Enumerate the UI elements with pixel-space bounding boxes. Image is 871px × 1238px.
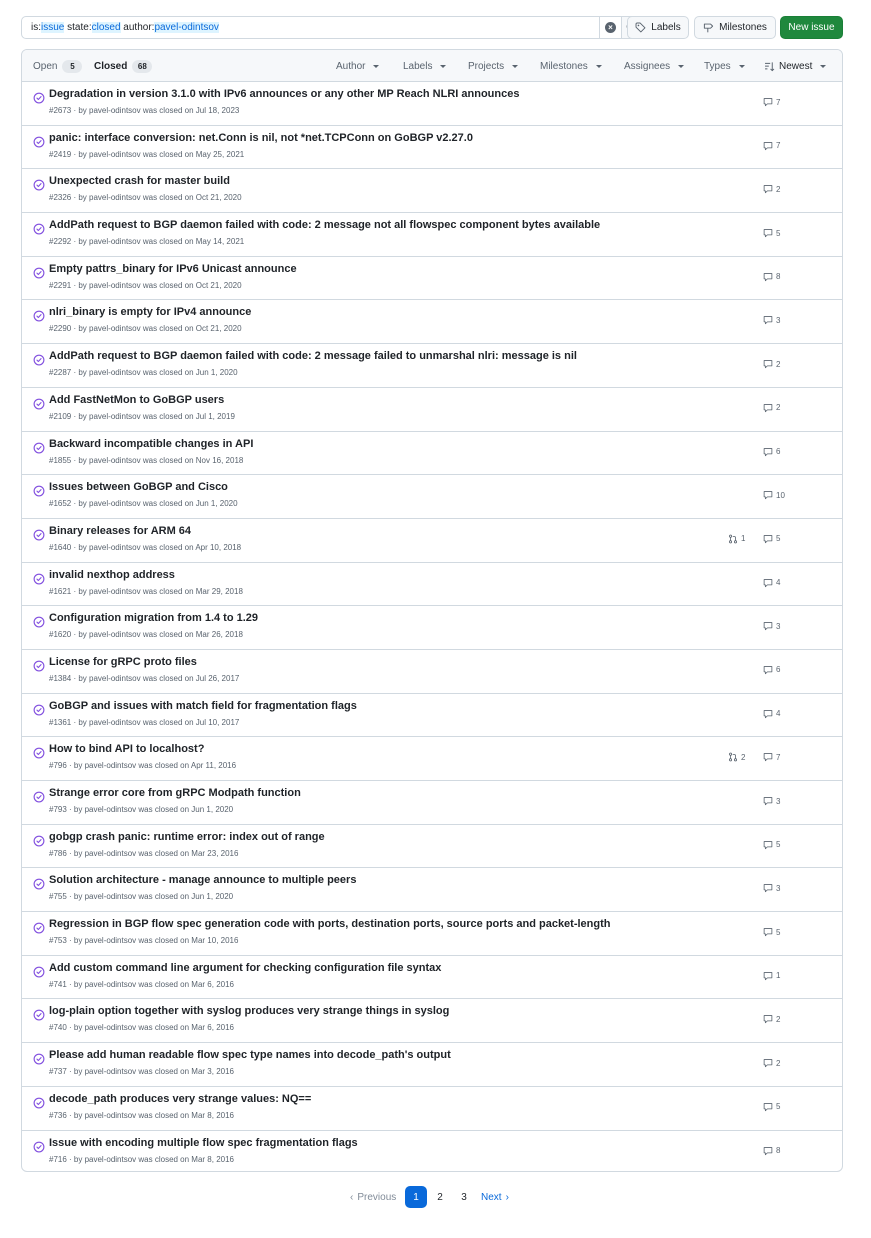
issue-closed-icon	[33, 223, 45, 235]
issue-title-link[interactable]: Backward incompatible changes in API	[49, 437, 254, 450]
issue-closed-icon	[33, 616, 45, 628]
comment-icon	[763, 315, 773, 325]
issue-meta: #1640 · by pavel-odintsov was closed on Apr 10, 2018	[49, 542, 242, 552]
caret-down-icon	[739, 65, 745, 68]
comments-count: 3	[776, 621, 781, 631]
issues-list	[21, 49, 843, 1172]
comments-count: 6	[776, 665, 781, 675]
issue-meta: #2673 · by pavel-odintsov was closed on Jul 18, 2023	[49, 106, 240, 115]
issue-meta: #796 · by pavel-odintsov was closed on Apr 11, 2016	[49, 761, 237, 771]
issue-title-link[interactable]: Solution architecture - manage announce to multiple peers	[49, 874, 357, 887]
search-qualifier-value: closed	[91, 22, 121, 33]
issue-row[interactable]	[22, 1087, 842, 1131]
comments-count: 8	[776, 1146, 781, 1155]
issue-meta: #716 · by pavel-odintsov was closed on Mar 8, 2016	[49, 1154, 234, 1164]
filter-assignees[interactable]	[624, 50, 684, 82]
issue-meta: #2326 · by pavel-odintsov was closed on Oct 21, 2020	[49, 193, 242, 203]
comments-link[interactable]	[763, 1058, 780, 1068]
issue-closed-icon	[33, 92, 45, 104]
linked-prs-count: 2	[741, 752, 746, 762]
comments-count: 7	[776, 97, 781, 107]
comment-icon	[763, 534, 773, 544]
issue-meta: #753 · by pavel-odintsov was closed on Mar 10, 2016	[49, 936, 239, 946]
issue-closed-icon	[33, 1141, 45, 1153]
comments-link[interactable]	[763, 621, 780, 631]
previous-page-button[interactable]	[350, 1186, 396, 1208]
issue-title-link[interactable]: Issue with encoding multiple flow spec fragmentation flags	[49, 1136, 358, 1149]
filter-labels-label: Labels	[403, 60, 433, 72]
comments-count: 10	[776, 490, 785, 500]
linked-prs[interactable]	[728, 534, 745, 544]
comments-count: 2	[776, 1014, 781, 1024]
comment-icon	[763, 1146, 773, 1156]
caret-down-icon	[512, 65, 518, 68]
issue-title-link[interactable]: log-plain option together with syslog produces very strange things in syslog	[49, 1005, 450, 1018]
comment-icon	[763, 141, 773, 151]
comments-link[interactable]	[763, 1102, 780, 1112]
comments-link[interactable]	[763, 1014, 780, 1024]
issue-title-link[interactable]: Empty pattrs_binary for IPv6 Unicast announce	[49, 262, 297, 275]
comments-link[interactable]	[763, 359, 780, 369]
comment-icon	[763, 359, 773, 369]
comments-count: 4	[776, 578, 781, 588]
issue-closed-icon	[33, 922, 45, 934]
issue-closed-icon	[33, 966, 45, 978]
comments-link[interactable]	[763, 97, 780, 107]
top-bar	[21, 16, 843, 39]
issue-row[interactable]	[22, 956, 842, 1000]
issues-rows	[22, 82, 842, 1172]
comments-count: 5	[776, 1102, 781, 1112]
issue-row[interactable]	[22, 563, 842, 607]
issue-row[interactable]	[22, 737, 842, 781]
issue-row[interactable]	[22, 213, 842, 257]
page-2-button[interactable]: 2	[437, 1191, 443, 1203]
issue-title-link[interactable]: invalid nexthop address	[49, 568, 175, 581]
issue-closed-icon	[33, 791, 45, 803]
issue-meta: #2292 · by pavel-odintsov was closed on May 14, 2021	[49, 237, 245, 247]
filter-types[interactable]	[704, 50, 745, 82]
issues-list-header	[22, 50, 842, 82]
issue-title-link[interactable]: How to bind API to localhost?	[49, 743, 205, 756]
comments-link[interactable]	[763, 578, 780, 588]
issue-title-link[interactable]: AddPath request to BGP daemon failed with code: 2 message failed to unmarshal nlri: message is nil	[49, 350, 577, 363]
issue-meta: #786 · by pavel-odintsov was closed on Mar 23, 2016	[49, 848, 239, 858]
issue-closed-icon	[33, 1053, 45, 1065]
tab-open[interactable]	[33, 50, 82, 82]
comments-link[interactable]	[763, 752, 780, 762]
issue-meta: #2287 · by pavel-odintsov was closed on Jun 1, 2020	[49, 368, 238, 378]
new-issue-button[interactable]: New issue	[780, 16, 843, 39]
comments-link[interactable]	[763, 315, 780, 325]
issue-meta: #2290 · by pavel-odintsov was closed on Oct 21, 2020	[49, 324, 242, 334]
issue-title-link[interactable]: Configuration migration from 1.4 to 1.29	[49, 612, 259, 625]
comments-link[interactable]	[763, 883, 780, 893]
issue-meta: #1621 · by pavel-odintsov was closed on Mar 29, 2018	[49, 586, 243, 596]
caret-down-icon	[596, 65, 602, 68]
filter-labels[interactable]	[403, 50, 446, 82]
issue-closed-icon	[33, 878, 45, 890]
linked-prs-count: 1	[741, 534, 746, 544]
issue-row[interactable]	[22, 344, 842, 388]
issue-row[interactable]	[22, 694, 842, 738]
issue-meta: #755 · by pavel-odintsov was closed on Jun 1, 2020	[49, 892, 234, 902]
issue-closed-icon	[33, 136, 45, 148]
comment-icon	[763, 272, 773, 282]
comments-link[interactable]	[763, 971, 780, 981]
comments-count: 2	[776, 403, 781, 413]
issue-closed-icon	[33, 267, 45, 279]
issue-title-link[interactable]: AddPath request to BGP daemon failed with code: 2 message not all flowspec component bytes available	[49, 219, 601, 232]
issue-title-link[interactable]: Add FastNetMon to GoBGP users	[49, 393, 225, 406]
issue-closed-icon	[33, 660, 45, 672]
comments-link[interactable]	[763, 665, 780, 675]
comment-icon	[763, 1102, 773, 1112]
comments-count: 2	[776, 359, 781, 369]
issue-title-link[interactable]: Unexpected crash for master build	[49, 175, 230, 188]
comments-count: 5	[776, 840, 781, 850]
comments-count: 5	[776, 228, 781, 238]
issue-meta: #793 · by pavel-odintsov was closed on Jun 1, 2020	[49, 805, 234, 814]
issue-title-link[interactable]: Issues between GoBGP and Cisco	[49, 481, 228, 494]
issue-closed-icon	[33, 310, 45, 322]
issue-meta: #1855 · by pavel-odintsov was closed on Nov 16, 2018	[49, 455, 244, 465]
issue-row[interactable]	[22, 825, 842, 869]
comment-icon	[763, 971, 773, 981]
sort-dropdown[interactable]	[764, 50, 826, 82]
sort-icon	[764, 61, 775, 72]
issue-row[interactable]	[22, 912, 842, 956]
closed-count-badge: 68	[132, 60, 152, 73]
next-page-label: Next	[481, 1191, 502, 1203]
comments-link[interactable]	[763, 709, 780, 719]
issue-row[interactable]	[22, 519, 842, 563]
issue-row[interactable]	[22, 1043, 842, 1087]
filter-assignees-label: Assignees	[624, 60, 671, 72]
issue-row[interactable]	[22, 82, 842, 126]
comment-icon	[763, 752, 773, 762]
milestone-icon	[703, 22, 714, 33]
issue-row[interactable]	[22, 257, 842, 301]
issue-closed-icon	[33, 704, 45, 716]
comments-link[interactable]	[763, 272, 780, 282]
close-icon: ×	[605, 22, 616, 33]
milestones-button-label: Milestones	[719, 22, 767, 33]
issue-title-link[interactable]: Binary releases for ARM 64	[49, 524, 192, 537]
issue-meta: #1361 · by pavel-odintsov was closed on Jul 10, 2017	[49, 717, 240, 727]
comment-icon	[763, 665, 773, 675]
issue-meta: #2419 · by pavel-odintsov was closed on May 25, 2021	[49, 149, 245, 159]
previous-page-label: Previous	[357, 1191, 397, 1203]
caret-down-icon	[678, 65, 684, 68]
comment-icon	[763, 447, 773, 457]
tab-open-label: Open	[33, 60, 58, 72]
comments-count: 6	[776, 447, 781, 456]
linked-prs[interactable]	[728, 752, 745, 762]
comments-count: 7	[776, 752, 781, 762]
issue-row[interactable]	[22, 126, 842, 170]
comment-icon	[763, 184, 773, 194]
milestones-button[interactable]	[694, 16, 776, 39]
comments-link[interactable]	[763, 927, 780, 937]
issue-row[interactable]	[22, 650, 842, 694]
comments-link[interactable]	[763, 228, 780, 238]
issue-closed-icon	[33, 835, 45, 847]
issue-row[interactable]	[22, 999, 842, 1043]
issue-row[interactable]	[22, 606, 842, 650]
comment-icon	[763, 883, 773, 893]
comments-link[interactable]	[763, 796, 780, 806]
filter-types-label: Types	[704, 60, 731, 72]
issue-meta: #2291 · by pavel-odintsov was closed on Oct 21, 2020	[49, 280, 242, 290]
comments-count: 3	[776, 315, 781, 325]
comment-icon	[763, 578, 773, 588]
issue-row[interactable]	[22, 475, 842, 519]
comments-link[interactable]	[763, 184, 780, 194]
issue-closed-icon	[33, 354, 45, 366]
filter-projects-label: Projects	[468, 60, 505, 72]
comment-icon	[763, 490, 773, 500]
issue-closed-icon	[33, 1009, 45, 1021]
comments-count: 5	[776, 927, 781, 937]
comments-link[interactable]	[763, 447, 780, 457]
tab-closed-label: Closed	[94, 60, 128, 72]
comments-count: 4	[776, 709, 781, 719]
labels-button-label: Labels	[651, 22, 681, 33]
issue-closed-icon	[33, 398, 45, 410]
issue-row[interactable]	[22, 388, 842, 432]
caret-down-icon	[373, 65, 379, 68]
chevron-right-icon: ›	[505, 1191, 509, 1203]
issue-title-link[interactable]: nlri_binary is empty for IPv4 announce	[49, 306, 252, 319]
comments-link[interactable]	[763, 403, 780, 413]
issue-closed-icon	[33, 179, 45, 191]
comment-icon	[763, 840, 773, 850]
pull-request-icon	[728, 752, 738, 762]
comment-icon	[763, 796, 773, 806]
issue-title-link[interactable]: GoBGP and issues with match field for fragmentation flags	[49, 699, 357, 712]
page-3-button[interactable]: 3	[461, 1191, 467, 1203]
issue-closed-icon	[33, 1097, 45, 1109]
next-page-button[interactable]	[481, 1186, 509, 1208]
filter-projects[interactable]	[468, 50, 518, 82]
issue-title-link[interactable]: decode_path produces very strange values: NQ==	[49, 1092, 312, 1105]
search-qualifier-value: pavel-odintsov	[154, 22, 219, 33]
issue-row[interactable]	[22, 781, 842, 825]
issue-meta: #737 · by pavel-odintsov was closed on Mar 3, 2016	[49, 1067, 234, 1077]
issue-title-link[interactable]: Regression in BGP flow spec generation code with ports, destination ports, source ports and packet-length	[49, 918, 611, 931]
comments-count: 1	[776, 971, 781, 981]
search-qualifier-key: is:	[31, 22, 41, 33]
tag-icon	[635, 22, 646, 33]
filter-author[interactable]	[336, 50, 379, 82]
issue-title-link[interactable]: gobgp crash panic: runtime error: index out of range	[49, 830, 325, 843]
issue-title-link[interactable]: Degradation in version 3.1.0 with IPv6 announces or any other MP Reach NLRI announces	[49, 88, 520, 100]
comments-count: 5	[776, 534, 781, 544]
chevron-left-icon: ‹	[350, 1191, 354, 1203]
comment-icon	[763, 709, 773, 719]
issue-closed-icon	[33, 529, 45, 541]
comment-icon	[763, 1058, 773, 1068]
comment-icon	[763, 621, 773, 631]
issue-meta: #2109 · by pavel-odintsov was closed on Jul 1, 2019	[49, 411, 235, 421]
issue-row[interactable]	[22, 300, 842, 344]
issue-closed-icon	[33, 573, 45, 585]
comments-link[interactable]	[763, 534, 780, 544]
page-1-button[interactable]: 1	[405, 1186, 427, 1208]
issue-row[interactable]	[22, 868, 842, 912]
comments-count: 2	[776, 184, 781, 194]
issue-row[interactable]	[22, 432, 842, 476]
pull-request-icon	[728, 534, 738, 544]
comments-count: 2	[776, 1058, 781, 1068]
comment-icon	[763, 1014, 773, 1024]
comments-count: 7	[776, 141, 781, 151]
search-qualifier-value: issue	[41, 22, 65, 33]
issue-title-link[interactable]: Add custom command line argument for checking configuration file syntax	[49, 961, 442, 974]
tab-closed[interactable]	[94, 50, 152, 82]
issue-closed-icon	[33, 747, 45, 759]
clear-search-button[interactable]	[600, 16, 621, 39]
issue-title-link[interactable]: Please add human readable flow spec type names into decode_path's output	[49, 1049, 451, 1062]
comment-icon	[763, 228, 773, 238]
comment-icon	[763, 927, 773, 937]
filter-milestones-label: Milestones	[540, 60, 588, 72]
search-qualifier-key: author:	[120, 22, 155, 33]
comment-icon	[763, 97, 773, 107]
issue-title-link[interactable]: Strange error core from gRPC Modpath function	[49, 787, 301, 799]
comments-count: 3	[776, 796, 781, 806]
comment-icon	[763, 403, 773, 413]
issue-title-link[interactable]: panic: interface conversion: net.Conn is nil, not *net.TCPConn on GoBGP v2.27.0	[49, 131, 473, 144]
comments-count: 8	[776, 272, 781, 282]
issue-meta: #1620 · by pavel-odintsov was closed on Mar 26, 2018	[49, 630, 243, 640]
filter-milestones[interactable]	[540, 50, 602, 82]
sort-dropdown-label: Newest	[779, 60, 813, 72]
issue-meta: #736 · by pavel-odintsov was closed on Mar 8, 2016	[49, 1110, 234, 1120]
pagination	[0, 1186, 871, 1208]
issue-meta: #740 · by pavel-odintsov was closed on Mar 6, 2016	[49, 1023, 234, 1033]
labels-button[interactable]	[627, 16, 689, 39]
issue-meta: #1384 · by pavel-odintsov was closed on Jul 26, 2017	[49, 673, 240, 683]
comments-link[interactable]	[763, 1146, 780, 1156]
comments-count: 3	[776, 883, 781, 893]
comments-link[interactable]	[763, 141, 780, 151]
issue-closed-icon	[33, 485, 45, 497]
open-count-badge: 5	[62, 60, 82, 73]
search-qualifier-key: state:	[64, 22, 92, 33]
issue-meta: #741 · by pavel-odintsov was closed on Mar 6, 2016	[49, 979, 234, 989]
caret-down-icon	[440, 65, 446, 68]
search-input[interactable]	[21, 16, 600, 39]
caret-down-icon	[820, 65, 826, 68]
issue-title-link[interactable]: License for gRPC proto files	[49, 655, 197, 668]
comments-link[interactable]	[763, 840, 780, 850]
issue-meta: #1652 · by pavel-odintsov was closed on Jun 1, 2020	[49, 499, 238, 509]
comments-link[interactable]	[763, 490, 785, 500]
issue-row[interactable]	[22, 169, 842, 213]
filter-author-label: Author	[336, 60, 366, 72]
issue-closed-icon	[33, 442, 45, 454]
issue-row[interactable]	[22, 1131, 842, 1173]
